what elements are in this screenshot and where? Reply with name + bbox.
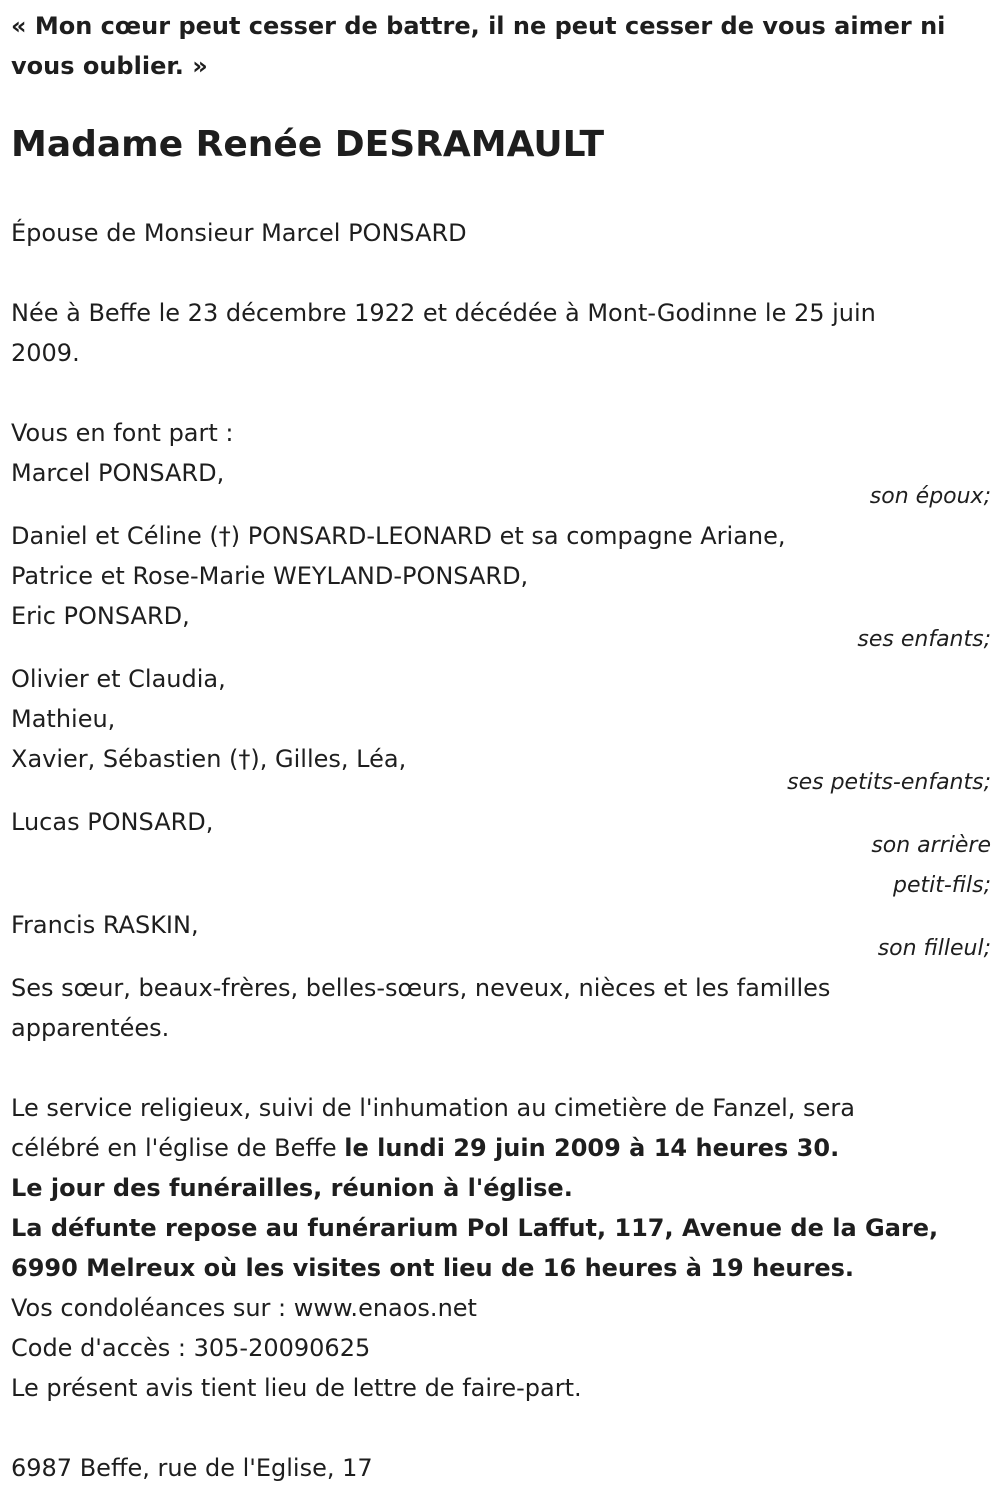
extended-family-line-2: apparentées. (11, 1014, 170, 1042)
child-name: Patrice et Rose-Marie WEYLAND-PONSARD, (11, 562, 529, 590)
birth-death-line-2: 2009. (11, 339, 80, 367)
grandchildren-role: ses petits-enfants; (787, 770, 991, 795)
funeral-home-line-2: 6990 Melreux où les visites ont lieu de 16 heures à 19 heures. (11, 1254, 855, 1282)
great-grandchild-role-line-2: petit-fils; (892, 873, 991, 898)
grandchild-name: Xavier, Sébastien (†), Gilles, Léa, (11, 745, 407, 773)
godson-name: Francis RASKIN, (11, 911, 199, 939)
announcement-intro: Vous en font part : (11, 419, 234, 447)
extended-family-line-1: Ses sœur, beaux-frères, belles-sœurs, neveux, nièces et les familles (11, 974, 831, 1002)
service-line-2 (11, 1128, 839, 1168)
access-code: Code d'accès : 305-20090625 (11, 1334, 371, 1362)
deceased-name-title: Madame Renée DESRAMAULT (11, 124, 605, 165)
birth-death-line-1: Née à Beffe le 23 décembre 1922 et décédée à Mont-Godinne le 25 juin (11, 299, 876, 327)
great-grandchild-name: Lucas PONSARD, (11, 808, 214, 836)
child-name: Daniel et Céline (†) PONSARD-LEONARD et sa compagne Ariane, (11, 522, 786, 550)
obituary-notice (11, 0, 991, 1503)
funeral-home-line-1: La défunte repose au funérarium Pol Laffut, 117, Avenue de la Gare, (11, 1214, 939, 1242)
spouse-role: son époux; (869, 484, 991, 509)
godson-role: son filleul; (877, 936, 991, 961)
epigraph-quote-line-2: vous oublier. » (11, 52, 208, 80)
epigraph-quote-line-1: « Mon cœur peut cesser de battre, il ne peut cesser de vous aimer ni (11, 12, 946, 40)
service-location: célébré en l'église de Beffe (11, 1134, 345, 1162)
spouse-name: Marcel PONSARD, (11, 459, 225, 487)
funeral-gathering: Le jour des funérailles, réunion à l'église. (11, 1174, 573, 1202)
great-grandchild-role-line-1: son arrière (871, 833, 991, 858)
children-role: ses enfants; (857, 627, 991, 652)
family-address: 6987 Beffe, rue de l'Eglise, 17 (11, 1454, 373, 1482)
child-name: Eric PONSARD, (11, 602, 190, 630)
spouse-line: Épouse de Monsieur Marcel PONSARD (11, 219, 467, 247)
service-datetime: le lundi 29 juin 2009 à 14 heures 30. (344, 1134, 840, 1162)
service-line-1: Le service religieux, suivi de l'inhumation au cimetière de Fanzel, sera (11, 1094, 855, 1122)
notice-statement: Le présent avis tient lieu de lettre de faire-part. (11, 1374, 582, 1402)
grandchild-name: Olivier et Claudia, (11, 665, 226, 693)
grandchild-name: Mathieu, (11, 705, 116, 733)
condolences-website: Vos condoléances sur : www.enaos.net (11, 1294, 477, 1322)
